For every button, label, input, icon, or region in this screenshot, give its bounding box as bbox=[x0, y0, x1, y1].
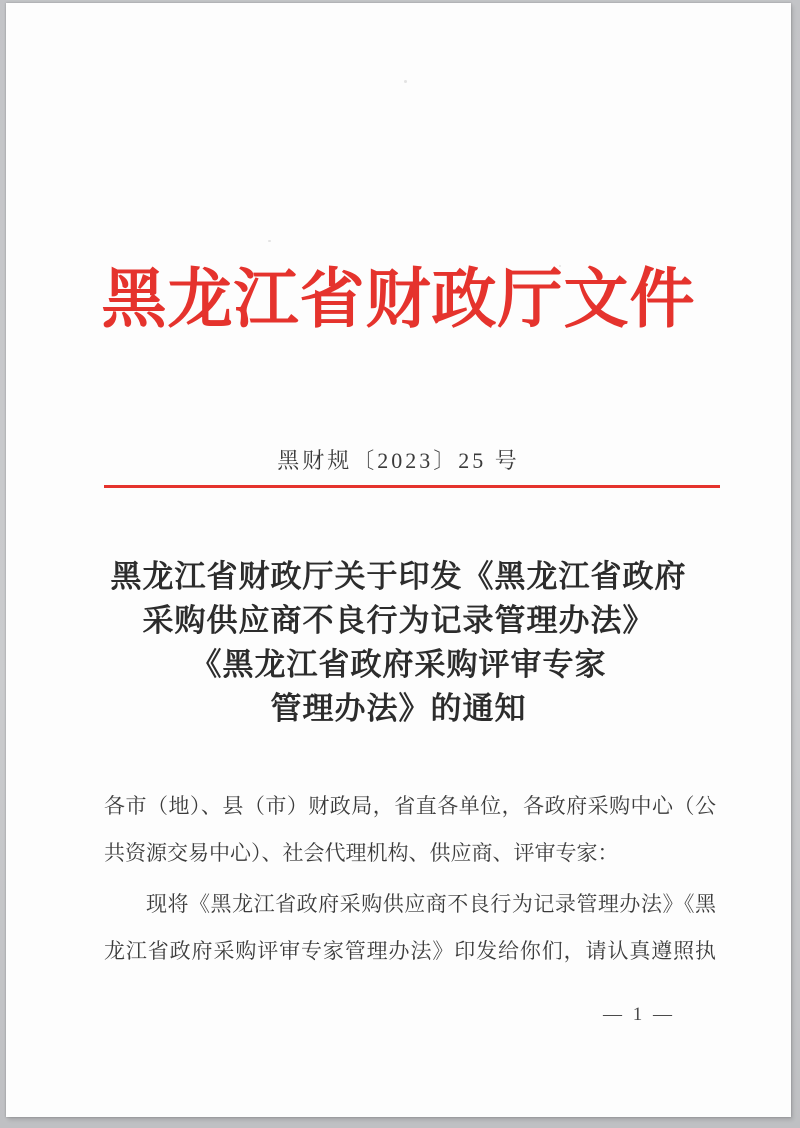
document-page bbox=[6, 3, 791, 1117]
notice-title bbox=[6, 555, 791, 731]
scan-artifact bbox=[559, 265, 561, 267]
scan-artifact bbox=[268, 240, 271, 242]
body-line-1: 各市（地）、县（市）财政局，省直各单位，各政府采购中心（公 bbox=[104, 794, 716, 818]
notice-title-line-2: 采购供应商不良行为记录管理办法》 bbox=[142, 603, 655, 638]
document-number: 黑财规〔2023〕25 号 bbox=[277, 448, 520, 473]
page-number: — 1 — bbox=[603, 1004, 675, 1025]
notice-title-line-1: 黑龙江省财政厅关于印发《黑龙江省政府 bbox=[110, 559, 687, 594]
red-separator-line bbox=[104, 485, 720, 488]
scan-artifact bbox=[404, 80, 407, 83]
notice-title-line-3: 《黑龙江省政府采购评审专家 bbox=[190, 647, 607, 682]
body-line-2: 共资源交易中心）、社会代理机构、供应商、评审专家： bbox=[104, 841, 619, 865]
notice-title-line-4: 管理办法》的通知 bbox=[270, 691, 527, 726]
notice-body bbox=[104, 783, 716, 975]
letterhead-title: 黑龙江省财政厅文件 bbox=[101, 264, 696, 336]
body-line-4: 龙江省政府采购评审专家管理办法》印发给你们，请认真遵照执 bbox=[104, 939, 716, 963]
body-line-3: 现将《黑龙江省政府采购供应商不良行为记录管理办法》《黑 bbox=[146, 892, 716, 916]
